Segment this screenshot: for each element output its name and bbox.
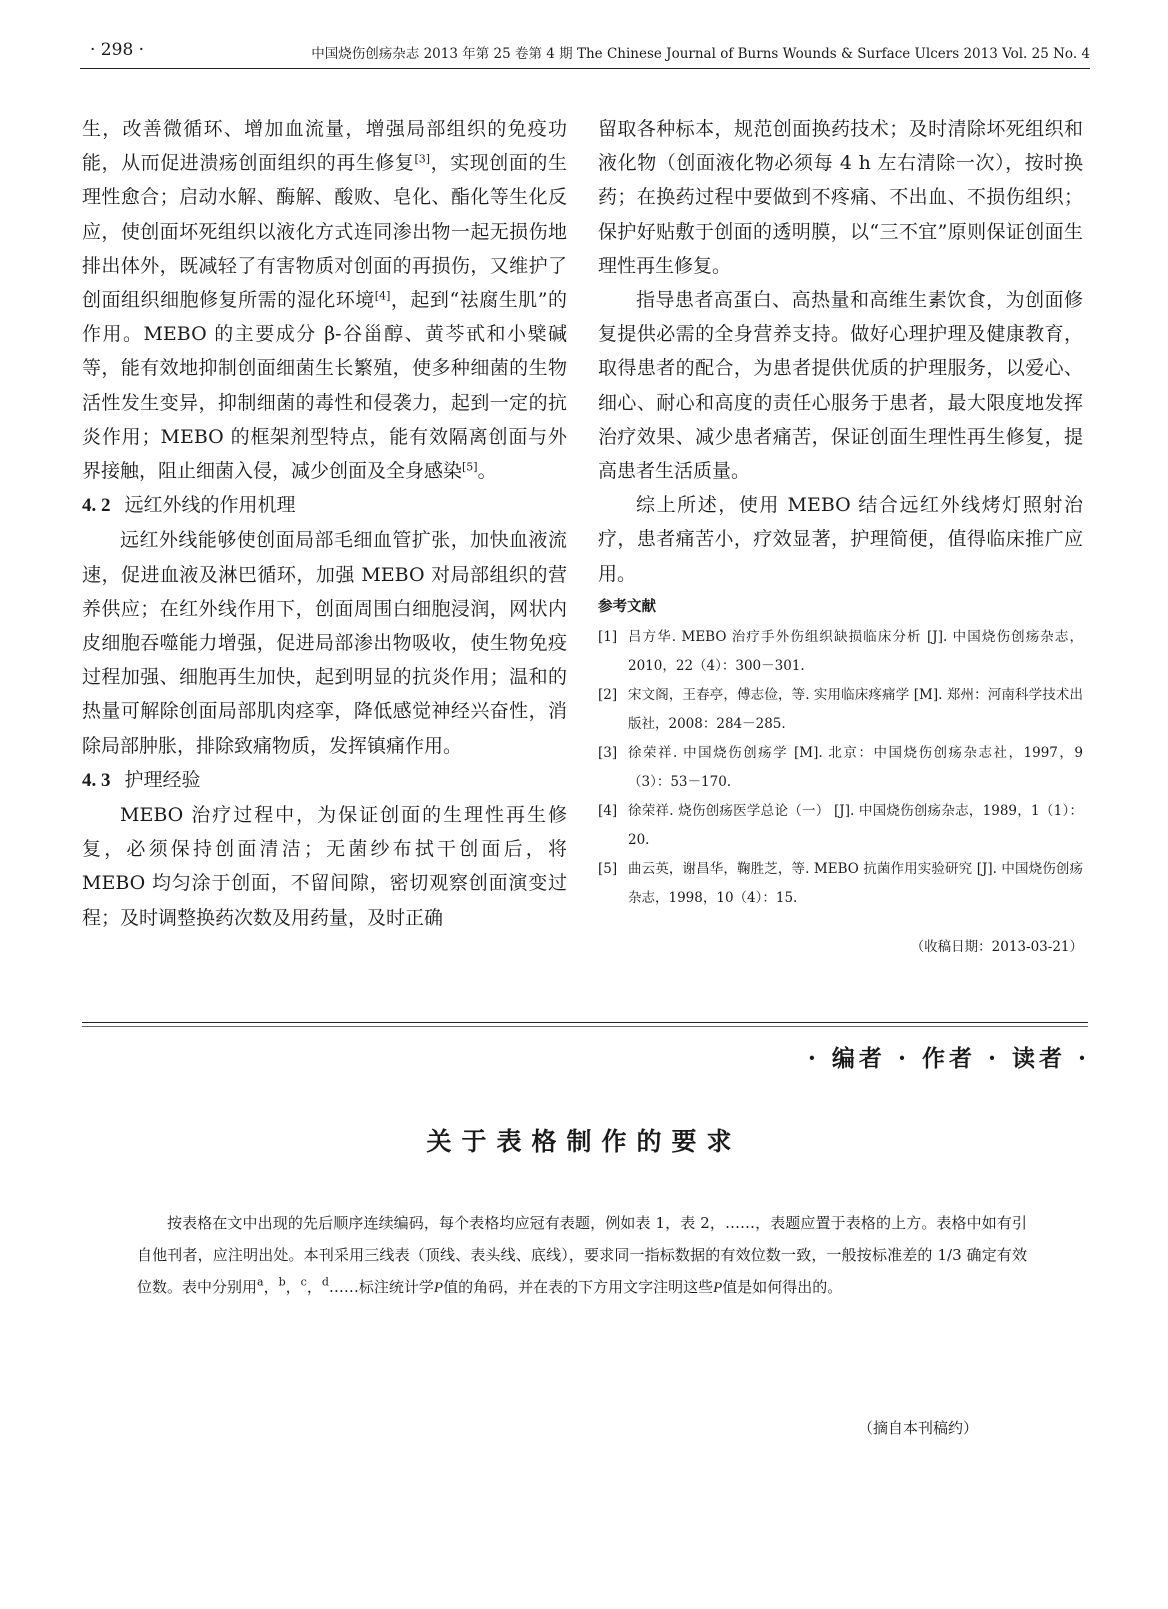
p-value-letter: P: [433, 1280, 444, 1296]
text-run: ，: [285, 1278, 301, 1296]
superscript: b: [278, 1275, 286, 1289]
reference-number: [5]: [598, 860, 618, 877]
text-run: 生，改善微循环、增加血流量，增强局部组织的免疫功能，从而促进溃疡创面组织的再生修复: [82, 118, 567, 175]
paragraph: 指导患者高蛋白、高热量和高维生素饮食，为创面修复提供必需的全身营养支持。做好心理护理及健康教育，取得患者的配合，为患者提供优质的护理服务，以爱心、细心、耐心和高度的责任心服务于患者，最大限度地发挥治疗效果、减少患者痛苦，保证创面生理性再生修复，提高患者生活质量。: [598, 289, 1083, 483]
text-run: ……标注统计学: [328, 1278, 434, 1296]
journal-running-head: 中国烧伤创疡杂志 2013 年第 25 卷第 4 期 The Chinese Journal of Burns Wounds & Surface Ulcers 2013 Vol. 25 No. 4: [311, 46, 1090, 62]
text-run: 值的角码，并在表的下方用文字注明这些: [443, 1278, 714, 1296]
running-header: [80, 38, 1090, 69]
superscript: a: [257, 1275, 264, 1289]
reference-list: [598, 623, 1083, 913]
reference-item: [598, 855, 1083, 913]
reference-number: [4]: [598, 802, 618, 819]
paragraph: 远红外线能够使创面局部毛细血管扩张，加快血液流速，促进血液及淋巴循环，加强 MEBO 对局部组织的营养供应；在红外线作用下，创面周围白细胞浸润，网状内皮细胞吞噬能力增强，促进局部渗出物吸收，使生物免疫过程加强、细胞再生加快，起到明显的抗炎作用；温和的热量可解除创面局部肌肉痉挛，降低感觉神经兴奋性，消除局部肿胀，排除致痛物质，发挥镇痛作用。: [82, 529, 567, 757]
paragraph: [82, 112, 567, 488]
reference-text: 宋文阁，王春亭，傅志俭，等. 实用临床疼痛学 [M]. 郑州：河南科学技术出版社，2008：284－285.: [628, 686, 1083, 732]
text-run: ，: [306, 1278, 322, 1296]
reference-item: [598, 739, 1083, 797]
reference-number: [1]: [598, 628, 618, 645]
right-column: [598, 112, 1083, 959]
section-divider: [82, 1022, 1088, 1023]
reference-text: 曲云英，谢昌华，鞠胜芝，等. MEBO 抗菌作用实验研究 [J]. 中国烧伤创疡杂志，1998，10（4）：15.: [628, 860, 1083, 906]
column-title: · 编者 · 作者 · 读者 ·: [807, 1045, 1090, 1072]
reference-item: [598, 623, 1083, 681]
p-value-letter: P: [713, 1280, 723, 1296]
citation: [5]: [462, 460, 478, 474]
superscript: d: [321, 1275, 329, 1289]
text-run: ，起到“祛腐生肌”的作用。MEBO 的主要成分 β-谷甾醇、黄芩甙和小檗碱等，能有效地抑制创面细菌生长繁殖，使多种细菌的生物活性发生变异，抑制细菌的毒性和侵袭力，起到一定的抗炎作用；MEBO 的框架剂型特点，能有效隔离创面与外界接触，阻止细菌入侵，减少创面及全身感染: [82, 289, 567, 483]
text-run: 。: [477, 460, 497, 483]
reference-text: 徐荣祥. 中国烧伤创疡学 [M]. 北京：中国烧伤创疡杂志社，1997，9（3）：53－170.: [628, 744, 1083, 790]
section-number: 4. 2: [82, 495, 111, 517]
text-run: ，: [263, 1278, 279, 1296]
superscript: c: [300, 1275, 307, 1289]
citation: [3]: [414, 152, 431, 166]
reference-number: [3]: [598, 744, 618, 761]
reference-item: [598, 681, 1083, 739]
section-number: 4. 3: [82, 769, 111, 791]
page-number: · 298 ·: [90, 40, 145, 60]
paragraph: 综上所述，使用 MEBO 结合远红外线烤灯照射治疗，患者痛苦小，疗效显著，护理简便，值得临床推广应用。: [598, 494, 1083, 585]
reference-text: 徐荣祥. 烧伤创疡医学总论（一） [J]. 中国烧伤创疡杂志，1989，1（1）：20.: [628, 802, 1083, 848]
left-column: [82, 112, 567, 935]
reference-text: 吕方华. MEBO 治疗手外伤组织缺损临床分析 [J]. 中国烧伤创疡杂志，2010，22（4）：300－301.: [628, 628, 1083, 674]
text-run: ，实现创面的生理性愈合；启动水解、酶解、酸败、皂化、酯化等生化反应，使创面坏死组织以液化方式连同渗出物一起无损伤地排出体外，既减轻了有害物质对创面的再损伤，又维护了创面组织细胞修复所需的湿化环境: [82, 152, 567, 312]
section-title: 远红外线的作用机理: [124, 494, 296, 517]
paragraph: MEBO 治疗过程中，为保证创面的生理性再生修复，必须保持创面清洁；无菌纱布拭干创面后，将 MEBO 均匀涂于创面，不留间隙，密切观察创面演变过程；及时调整换药次数及用药量，及时正确: [82, 804, 567, 929]
notice-title: 关于表格制作的要求: [426, 1127, 742, 1156]
citation: [4]: [374, 289, 391, 303]
paragraph: 留取各种标本，规范创面换药技术；及时清除坏死组织和液化物（创面液化物必须每 4 h 左右清除一次），按时换药；在换药过程中要做到不疼痛、不出血、不损伤组织；保护好贴敷于创面的透明膜，以“三不宜”原则保证创面生理性再生修复。: [598, 118, 1083, 277]
references-title: 参考文献: [598, 597, 656, 615]
notice-body: [137, 1207, 1027, 1304]
section-title: 护理经验: [124, 768, 201, 791]
notice-source: （摘自本刊稿约）: [857, 1419, 978, 1437]
section-heading-4-3: [82, 763, 567, 798]
text-run: 按表格在文中出现的先后顺序连续编码，每个表格均应冠有表题，例如表 1，表 2，……，表题应置于表格的上方。表格中如有引自他刊者，应注明出处。本刊采用三线表（顶线、表头线、底线），要求同一指标数据的有效位数一致，一般按标准差的 1/3 确定有效位数。表中分别用: [137, 1214, 1027, 1296]
reference-number: [2]: [598, 686, 618, 703]
received-date: （收稿日期：2013-03-21）: [910, 938, 1083, 955]
reference-item: [598, 797, 1083, 855]
section-heading-4-2: [82, 488, 567, 523]
text-run: 值是如何得出的。: [722, 1278, 843, 1296]
